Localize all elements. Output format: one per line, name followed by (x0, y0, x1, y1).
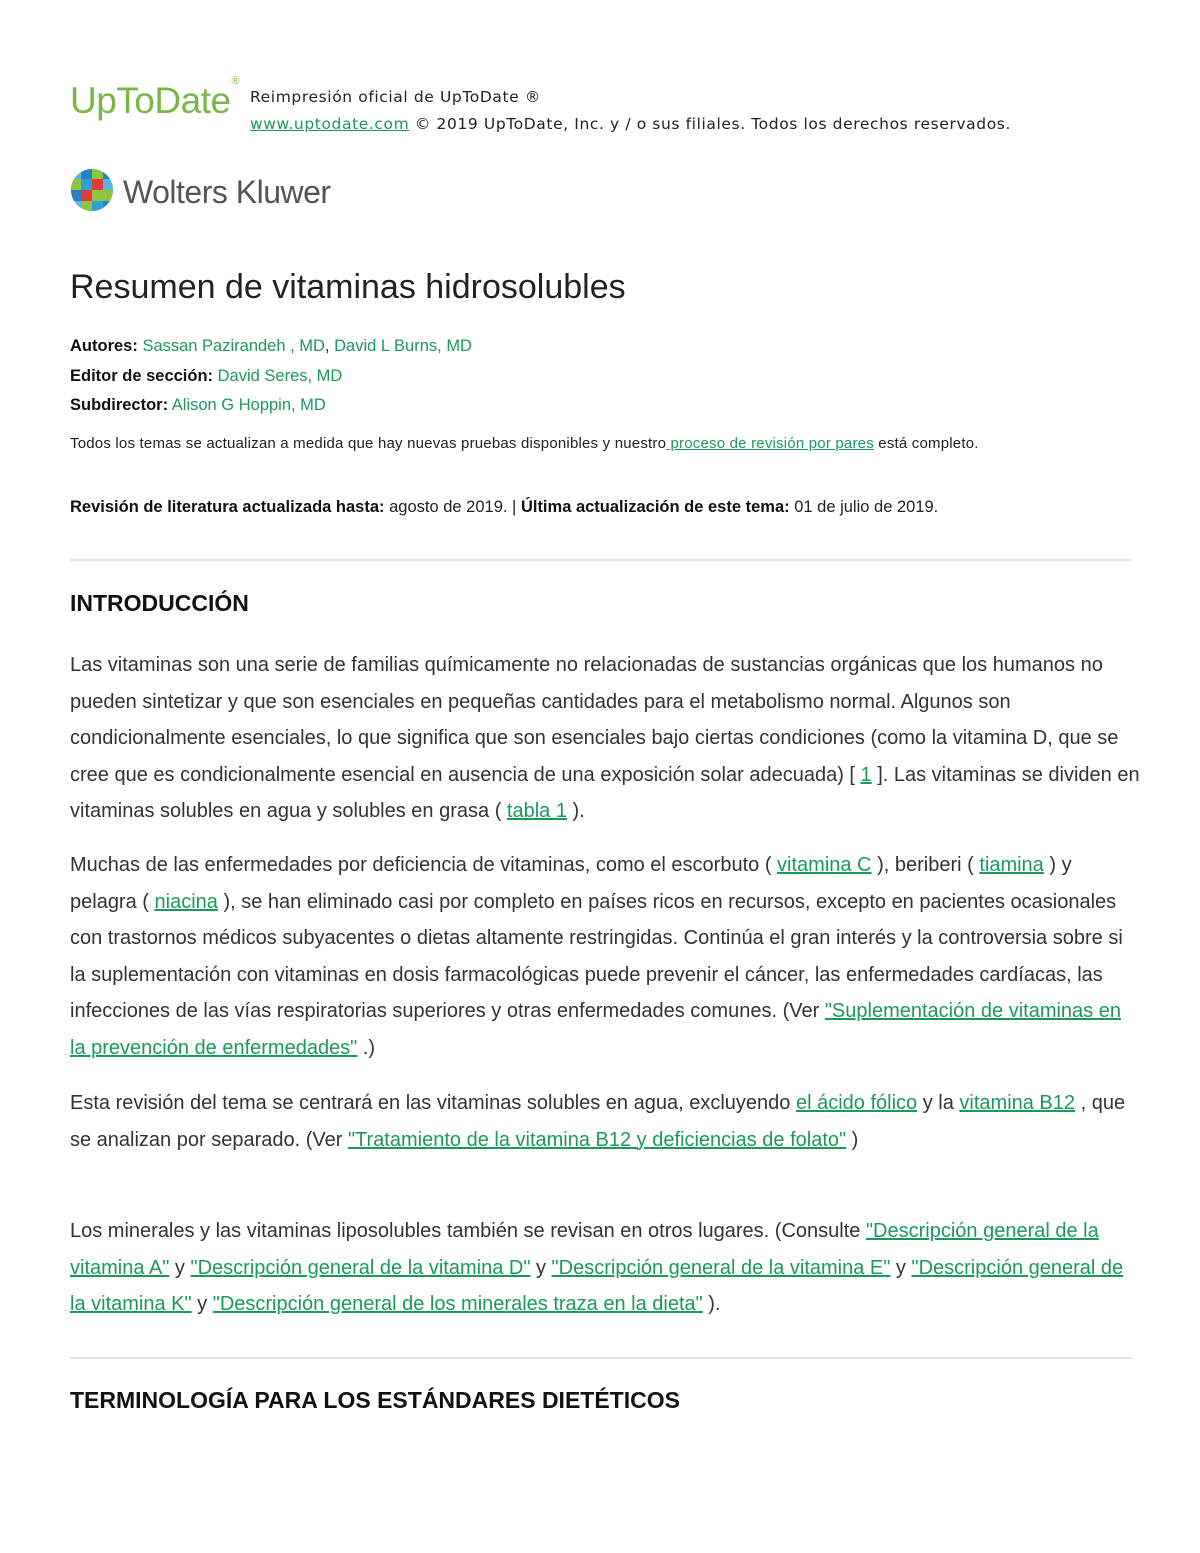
author-separator: , (324, 337, 335, 355)
p3-text-c: , que se analizan por separado. (Ver (70, 1092, 1126, 1151)
lit-review-date: agosto de 2019. | (384, 498, 521, 516)
p4-and-2: y (530, 1256, 552, 1279)
wolters-kluwer-logo[interactable] (70, 168, 370, 218)
reference-1-link[interactable]: 1 (860, 763, 872, 786)
page-header (70, 74, 1150, 140)
authors-row (70, 332, 472, 362)
divider (70, 1357, 1132, 1359)
authors-label: Autores: (70, 337, 138, 355)
p1-text-c: ). (566, 800, 585, 822)
site-url-link[interactable]: www.uptodate.com (250, 115, 410, 133)
article-title: Resumen de vitaminas hidrosolubles (70, 268, 626, 306)
deputy-editor-row (70, 391, 472, 421)
p2-text-e: .) (357, 1036, 376, 1059)
intro-heading: INTRODUCCIÓN (70, 590, 249, 616)
intro-paragraph-2 (70, 847, 1140, 1066)
b12-folate-topic-link[interactable]: "Tratamiento de la vitamina B12 y deficiencias de folato" (347, 1128, 847, 1151)
intro-paragraph-1 (70, 647, 1140, 830)
author-link-1[interactable]: Sassan Pazirandeh , MD (142, 337, 325, 355)
intro-paragraph-4 (70, 1213, 1140, 1323)
section-editor-link[interactable]: David Seres, MD (217, 366, 343, 385)
p4-text-a: Los minerales y las vitaminas liposolubles también se revisan en otros lugares. (Consulte (70, 1220, 866, 1242)
p2-text-b: ), beriberi ( (871, 854, 980, 876)
p1-text-b: ]. Las vitaminas se dividen en vitaminas solubles en agua y solubles en grasa ( (70, 763, 1140, 822)
last-update-label: Última actualización de este tema: (520, 498, 790, 516)
vitamin-b12-link[interactable]: vitamina B12 (959, 1092, 1076, 1114)
reprint-line: Reimpresión oficial de UpToDate ® (250, 88, 541, 106)
trace-minerals-topic-link[interactable]: "Descripción general de los minerales traza en la dieta" (212, 1293, 703, 1315)
p4-and-1: y (169, 1256, 191, 1279)
section-editor-row (70, 362, 472, 392)
terminology-heading: TERMINOLOGÍA PARA LOS ESTÁNDARES DIETÉTICOS (70, 1387, 680, 1413)
niacin-link[interactable]: niacina (154, 890, 218, 913)
author-link-2[interactable]: David L Burns, MD (334, 337, 472, 355)
p3-text-b: y la (917, 1092, 960, 1114)
vitamin-e-topic-link[interactable]: "Descripción general de la vitamina E" (551, 1256, 891, 1279)
reprint-notice (250, 84, 1011, 138)
p2-text-a: Muchas de las enfermedades por deficiencia de vitaminas, como el escorbuto ( (70, 854, 778, 876)
intro-paragraph-3 (70, 1085, 1140, 1158)
wolters-kluwer-globe-icon (70, 168, 114, 212)
p1-text-a: Las vitaminas son una serie de familias químicamente no relacionadas de sustancias orgánicas que los humanos no pueden sintetizar y que son esenciales en pequeñas cantidades para el metabolismo normal. Algunos son condicionalmente esenciales, lo que significa que son esenciales bajo ciertas condiciones (como la vitamina D, que se cree que es condicionalmente esencial en ausencia de una exposición solar adecuada) [ (70, 654, 1119, 786)
article-credits (70, 332, 472, 421)
uptodate-logo-text: UpToDate (70, 80, 231, 121)
supplementation-topic-link[interactable]: "Suplementación de vitaminas en la prevención de enfermedades" (70, 1000, 1121, 1059)
deputy-editor-link[interactable]: Alison G Hoppin, MD (171, 396, 326, 414)
peer-review-link[interactable]: proceso de revisión por pares (666, 435, 874, 452)
lit-review-label: Revisión de literatura actualizada hasta: (70, 498, 385, 516)
update-note-end: está completo. (873, 435, 979, 452)
divider (70, 559, 1132, 561)
p4-text-end: ). (702, 1293, 721, 1315)
uptodate-logo[interactable] (70, 74, 240, 122)
table-1-link[interactable]: tabla 1 (506, 800, 567, 822)
p3-text-d: ) (846, 1128, 859, 1151)
p4-and-4: y (191, 1293, 213, 1315)
thiamine-link[interactable]: tiamina (979, 854, 1044, 876)
review-dates (70, 498, 938, 517)
copyright-line (250, 111, 1011, 138)
folic-acid-link[interactable]: el ácido fólico (795, 1092, 918, 1114)
p2-text-c: ) y pelagra ( (70, 854, 1072, 913)
p4-and-3: y (890, 1256, 912, 1279)
section-editor-label: Editor de sección: (70, 366, 214, 385)
copyright-text: © 2019 UpToDate, Inc. y / o sus filiales. Todos los derechos reservados. (409, 115, 1012, 133)
last-update-date: 01 de julio de 2019. (789, 498, 939, 516)
update-note-text: Todos los temas se actualizan a medida que hay nuevas pruebas disponibles y nuestro (70, 435, 667, 452)
wolters-kluwer-wordmark: Wolters Kluwer (123, 174, 331, 210)
vitamin-d-topic-link[interactable]: "Descripción general de la vitamina D" (190, 1256, 531, 1279)
p3-text-a: Esta revisión del tema se centrará en las vitaminas solubles en agua, excluyendo (70, 1092, 796, 1114)
update-note (70, 430, 1110, 458)
deputy-editor-label: Subdirector: (70, 396, 169, 414)
vitamin-c-link[interactable]: vitamina C (777, 854, 872, 876)
vitamin-a-topic-link[interactable]: "Descripción general de la vitamina A" (70, 1220, 1099, 1279)
p2-text-d: ), se han eliminado casi por completo en países ricos en recursos, excepto en pacientes ocasionales con trastornos médicos subyacentes o dietas altamente restringidas. Continúa el gran interés y la controversia sobre si la suplementación con vitaminas en dosis farmacológicas puede prevenir el cáncer, las enfermedades cardíacas, las infecciones de las vías respiratorias superiores y otras enfermedades comunes. (Ver (70, 890, 1123, 1022)
registered-mark: ® (231, 74, 240, 87)
vitamin-k-topic-link[interactable]: "Descripción general de la vitamina K" (70, 1256, 1124, 1315)
